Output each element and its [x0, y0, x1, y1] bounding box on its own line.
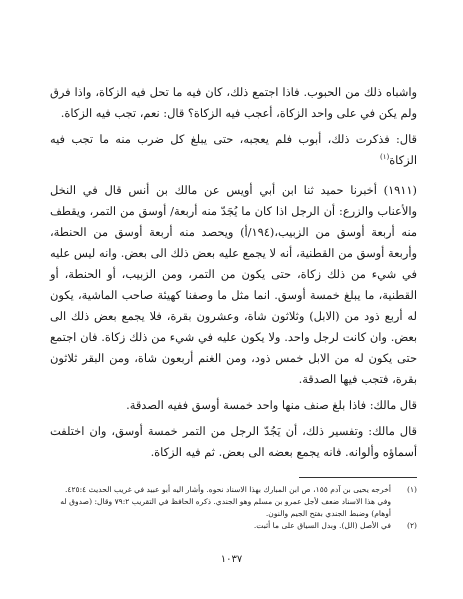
paragraph-text: قال: فذكرت ذلك، أبوب فلم يعجبه، حتى يبلغ كل ضرب منه ما تجب فيه الزكاة — [50, 132, 417, 167]
footnote — [50, 484, 417, 496]
body-paragraph: قال مالك: وتفسير ذلك، أن يَجُدّ الرجل من التمر خمسة أوسق، وان اختلفت أسماؤه وألوانه. فانه يجمع بعضه الى بعض. ثم فيه الزكاة. — [50, 424, 417, 459]
footnote — [50, 496, 417, 520]
body-paragraph: (١٩١١) أخبرنا حميد ثنا ابن أبي أويس عن مالك بن أنس قال في النخل والأعناب والزرع: أن الرجل اذا كان ما يُجَدّ منه أربعة/ أوسق من التمر، ويقطف منه أربعة أوسق من الزبيب،(١٩٤/أ) ويحصد منه أربعة أوسق من الحنطة، وأربعة أوسق من القطنية، أنه لا يجمع عليه بعض ذلك الى بعض. وانه ليس عليه في شيء من ذلك زكاة، حتى يكون من التمر، ومن الزبيب، أو الحنطة، أو القطنية، ما يبلغ خمسة أوسق. انما مثل ما وصفنا كهيئة صاحب الماشية، يكون له أربع ذود من (الابل) وثلاثون شاة، وعشرون بقرة، فلا يجمع بعض ذلك الى بعض. وان كانت لرجل واحد. ولا يكون عليه في شيء من ذلك زكاة. فان اجتمع حتى يكون له من الابل خمس ذود، ومن الغنم أربعون شاة، ومن البقر ثلاثون بقرة، فتجب فيها الصدقة. — [50, 183, 417, 386]
footnote — [50, 520, 417, 532]
footnote-text: وفي هذا الاسناد ضعف لأجل عمرو بن مسلم وهو الجندي. ذكره الحافظ في التقريب ٧٩:٢ وقال: (صدوق له أوهام) وضبط الجندي بفتح الجيم والنون. — [60, 497, 391, 518]
footnote-text: في الأصل (الل). وبدل السياق على ما أثبت. — [253, 521, 391, 530]
body-paragraph: واشباه ذلك من الحبوب. فاذا اجتمع ذلك، كان فيه ما تحل فيه الزكاة، واذا فرق ولم يكن في على واحد الزكاة، أعجب فيه الزكاة؟ قال: نعم، تجب فيه الزكاة. — [50, 85, 417, 120]
footnote-divider — [299, 477, 417, 478]
footnote-text: أخرجه يحيى بن آدم ١٥٥، ص ابن المبارك بهذا الاسناد نحوه. وأشار اليه أبو عبيد في غريب الحديث ٤٢٥:٤. — [64, 485, 391, 494]
footnote-number: (١) — [406, 485, 417, 494]
page-number: ١٠٣٧ — [220, 554, 243, 565]
footnote-marker: (١) — [379, 153, 390, 162]
body-paragraph: قال مالك: فاذا بلغ صنف منها واحد خمسة أوسق ففيه الصدقة. — [126, 398, 417, 412]
body-paragraph — [50, 129, 417, 171]
footnote-number: (٢) — [406, 521, 417, 530]
